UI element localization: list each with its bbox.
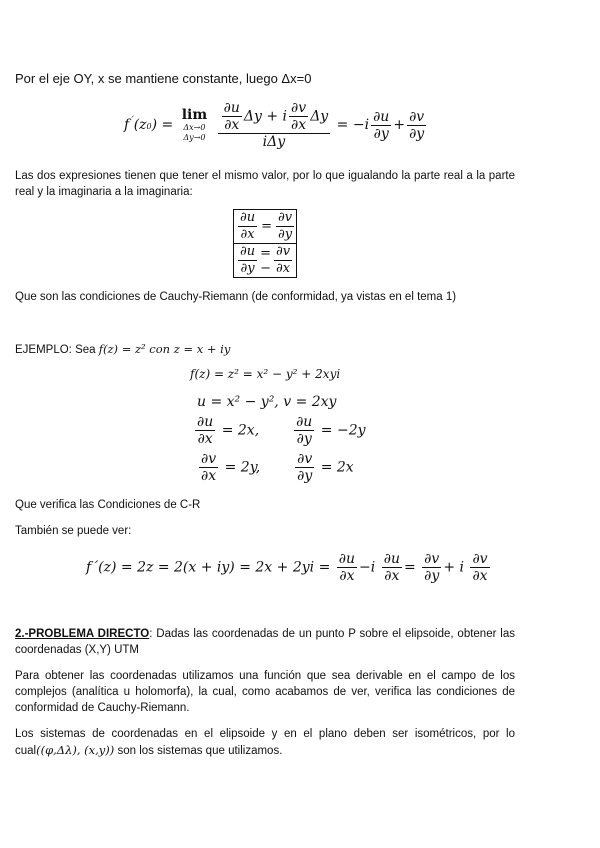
eq-u-v-definition: u = x² − y², v = 2xy <box>197 394 337 410</box>
verify-line: Que verifica las Condiciones de C-R <box>15 499 201 511</box>
eq-square-expansion: f(z) = z² = x² − y² + 2xyi <box>190 367 341 381</box>
also-line: También se puede ver: <box>15 525 132 537</box>
problem-description: : Dadas las coordenadas de un punto P sobre el elipsoide, obtener las coordenadas (X,Y) UTM <box>15 628 515 656</box>
example-label: EJEMPLO: Sea <box>15 344 96 356</box>
paragraph-cauchy-riemann: Que son las condiciones de Cauchy-Riemann (de conformidad, ya vistas en el tema 1) <box>15 291 457 303</box>
cauchy-riemann-box: $\frac{\partial u}{\partial x}$ = $\frac{\partial v}{\partial y}$ $\frac{\partial u}{\partial y}$ = − $\frac{\partial v}{\partial x}$ <box>233 209 297 278</box>
isometric-text-b: son los sistemas que utilizamos. <box>117 745 283 757</box>
derivative-limit-equation: f´(z0) = lim Δx→0 Δy→0 $\frac{\partial u}{\partial x}$ Δy + i $\frac{\partial v}{\partial x}$ Δy iΔy = −i $\frac{\partial u}{\partial y}$ + $\frac{\partial v}{\partial y}$ <box>124 100 425 150</box>
paragraph-expressions: Las dos expresiones tienen que tener el mismo valor, por lo que igualando la parte real a la parte real y la imaginaria a la imaginaria: <box>15 170 515 198</box>
eq-partials-v: $\frac{\partial v}{\partial x}$ = 2y, $\frac{\partial v}{\partial y}$ = 2x <box>201 451 354 484</box>
example-function: f(z) = z² con z = x + iy <box>98 342 231 356</box>
paragraph-isometric <box>15 726 515 759</box>
isometric-math: ((φ,Δλ), (x,y)) <box>36 743 115 757</box>
eq-partials-u: $\frac{\partial u}{\partial x}$ = 2x, $\frac{\partial u}{\partial y}$ = −2y <box>197 414 366 447</box>
paragraph-holomorphic: Para obtener las coordenadas utilizamos una función que sea derivable en el campo de los complejos (analítica u holomorfa), la cual, como acabamos de ver, verifica las condiciones de conformidad de Cauchy-Riemann. <box>15 670 515 714</box>
example-intro <box>15 341 415 358</box>
problem-title: 2.-PROBLEMA DIRECTO <box>15 628 150 640</box>
isometric-text-a: Los sistemas de coordenadas en el elipsoide y en el plano deben ser isométricos, por lo cual <box>15 728 515 757</box>
eq-derivative-final: f´(z) = 2z = 2(x + iy) = 2x + 2yi = $\frac{\partial u}{\partial x}$ −i $\frac{\partial u}{\partial x}$ = $\frac{\partial v}{\partial y}$ + i $\frac{\partial v}{\partial x}$ <box>86 551 488 584</box>
limit-operator: lim Δx→0 Δy→0 <box>181 107 208 142</box>
problem-heading <box>15 626 515 658</box>
text-line-oy: Por el eje OY, x se mantiene constante, luego Δx=0 <box>15 71 312 86</box>
